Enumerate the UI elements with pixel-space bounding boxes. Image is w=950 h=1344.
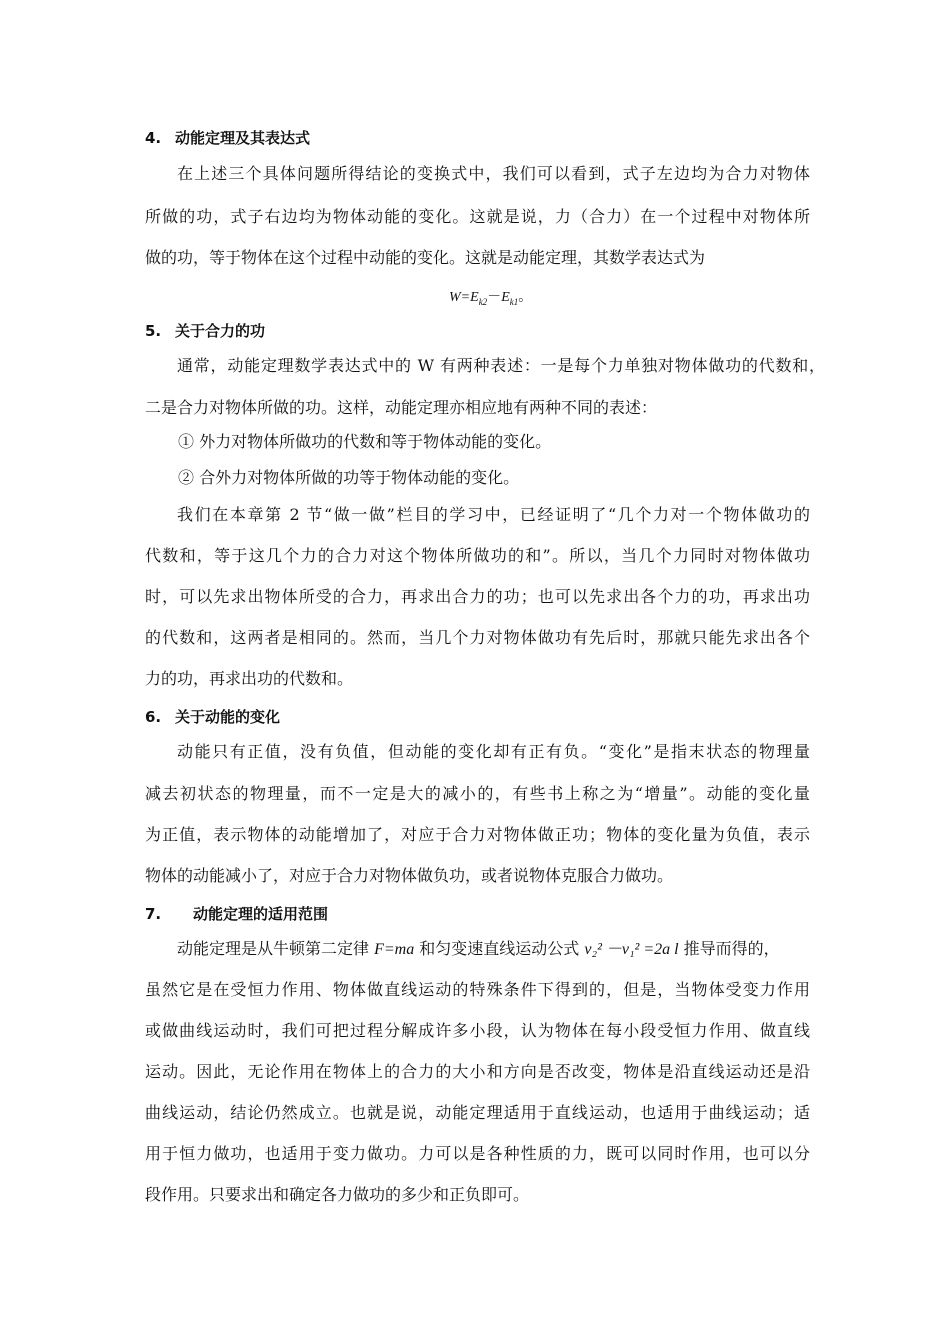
- section-5-heading: [145, 320, 265, 341]
- section-number: 4.: [145, 129, 162, 147]
- paragraph-line: 所做的功，式子右边均为物体动能的变化。这就是说，力（合力）在一个过程中对物体所: [145, 207, 810, 226]
- paragraph-line: 减去初状态的物理量，而不一定是大的减小的，有些书上称之为“增量”。动能的变化量: [145, 784, 810, 803]
- list-item: ① 外力对物体所做功的代数和等于物体动能的变化。: [178, 432, 552, 451]
- paragraph-line: 我们在本章第 2 节“做一做”栏目的学习中，已经证明了“几个力对一个物体做功的: [177, 505, 810, 524]
- section-4-heading: [145, 127, 310, 148]
- kinematics-formula: v₂² －v₁² =2a l: [584, 941, 679, 958]
- paragraph-line: 或做曲线运动时，我们可把过程分解成许多小段，认为物体在每小段受恒力作用、做直线: [145, 1021, 810, 1040]
- paragraph-line: 用于恒力做功，也适用于变力做功。力可以是各种性质的力，既可以同时作用，也可以分: [145, 1144, 810, 1163]
- section-title: 动能定理的适用范围: [193, 905, 329, 923]
- paragraph-line: 时，可以先求出物体所受的合力，再求出合力的功；也可以先求出各个力的功，再求出功: [145, 587, 810, 606]
- section-number: 7.: [145, 905, 162, 923]
- paragraph-line: 运动。因此，无论作用在物体上的合力的大小和方向是否改变，物体是沿直线运动还是沿: [145, 1062, 810, 1081]
- paragraph-line: 虽然它是在受恒力作用、物体做直线运动的特殊条件下得到的，但是，当物体受变力作用: [145, 980, 810, 999]
- list-item: ② 合外力对物体所做的功等于物体动能的变化。: [178, 468, 520, 487]
- paragraph-line: 力的功，再求出功的代数和。: [145, 669, 354, 688]
- paragraph-line: 动能只有正值，没有负值，但动能的变化却有正有负。“变化”是指末状态的物理量: [177, 742, 810, 761]
- section-6-heading: [145, 706, 280, 727]
- paragraph-line: 在上述三个具体问题所得结论的变换式中，我们可以看到，式子左边均为合力对物体: [177, 164, 810, 183]
- section-number: 6.: [145, 708, 162, 726]
- paragraph-line: 通常，动能定理数学表达式中的 W 有两种表述：一是每个力单独对物体做功的代数和，: [177, 356, 825, 375]
- paragraph-line-with-formula: 动能定理是从牛顿第二定律 F=ma 和匀变速直线运动公式 v₂² －v₁² =2a l 推导而得的，: [177, 939, 780, 958]
- paragraph-line: 物体的动能减小了，对应于合力对物体做负功，或者说物体克服合力做功。: [145, 866, 674, 885]
- section-title: 关于动能的变化: [175, 708, 281, 726]
- paragraph-line: 做的功，等于物体在这个过程中动能的变化。这就是动能定理，其数学表达式为: [145, 248, 706, 267]
- paragraph-line: 代数和，等于这几个力的合力对这个物体所做功的和”。所以，当几个力同时对物体做功: [145, 546, 810, 565]
- paragraph-line: 曲线运动，结论仍然成立。也就是说，动能定理适用于直线运动，也适用于曲线运动；适: [145, 1103, 810, 1122]
- newton-second-law: F=ma: [374, 941, 415, 958]
- paragraph-line: 的代数和，这两者是相同的。然而，当几个力对物体做功有先后时，那就只能先求出各个: [145, 628, 810, 647]
- section-7-heading: [145, 903, 328, 924]
- paragraph-line: 二是合力对物体所做的功。这样，动能定理亦相应地有两种不同的表述：: [145, 398, 658, 417]
- section-title: 关于合力的功: [175, 322, 266, 340]
- section-title: 动能定理及其表达式: [175, 129, 311, 147]
- work-energy-formula: $W=E_{k2}-E_{k1}$。: [449, 290, 533, 307]
- section-number: 5.: [145, 322, 162, 340]
- paragraph-line: 为正值，表示物体的动能增加了，对应于合力对物体做正功；物体的变化量为负值，表示: [145, 825, 810, 844]
- paragraph-line: 段作用。只要求出和确定各力做功的多少和正负即可。: [145, 1185, 530, 1204]
